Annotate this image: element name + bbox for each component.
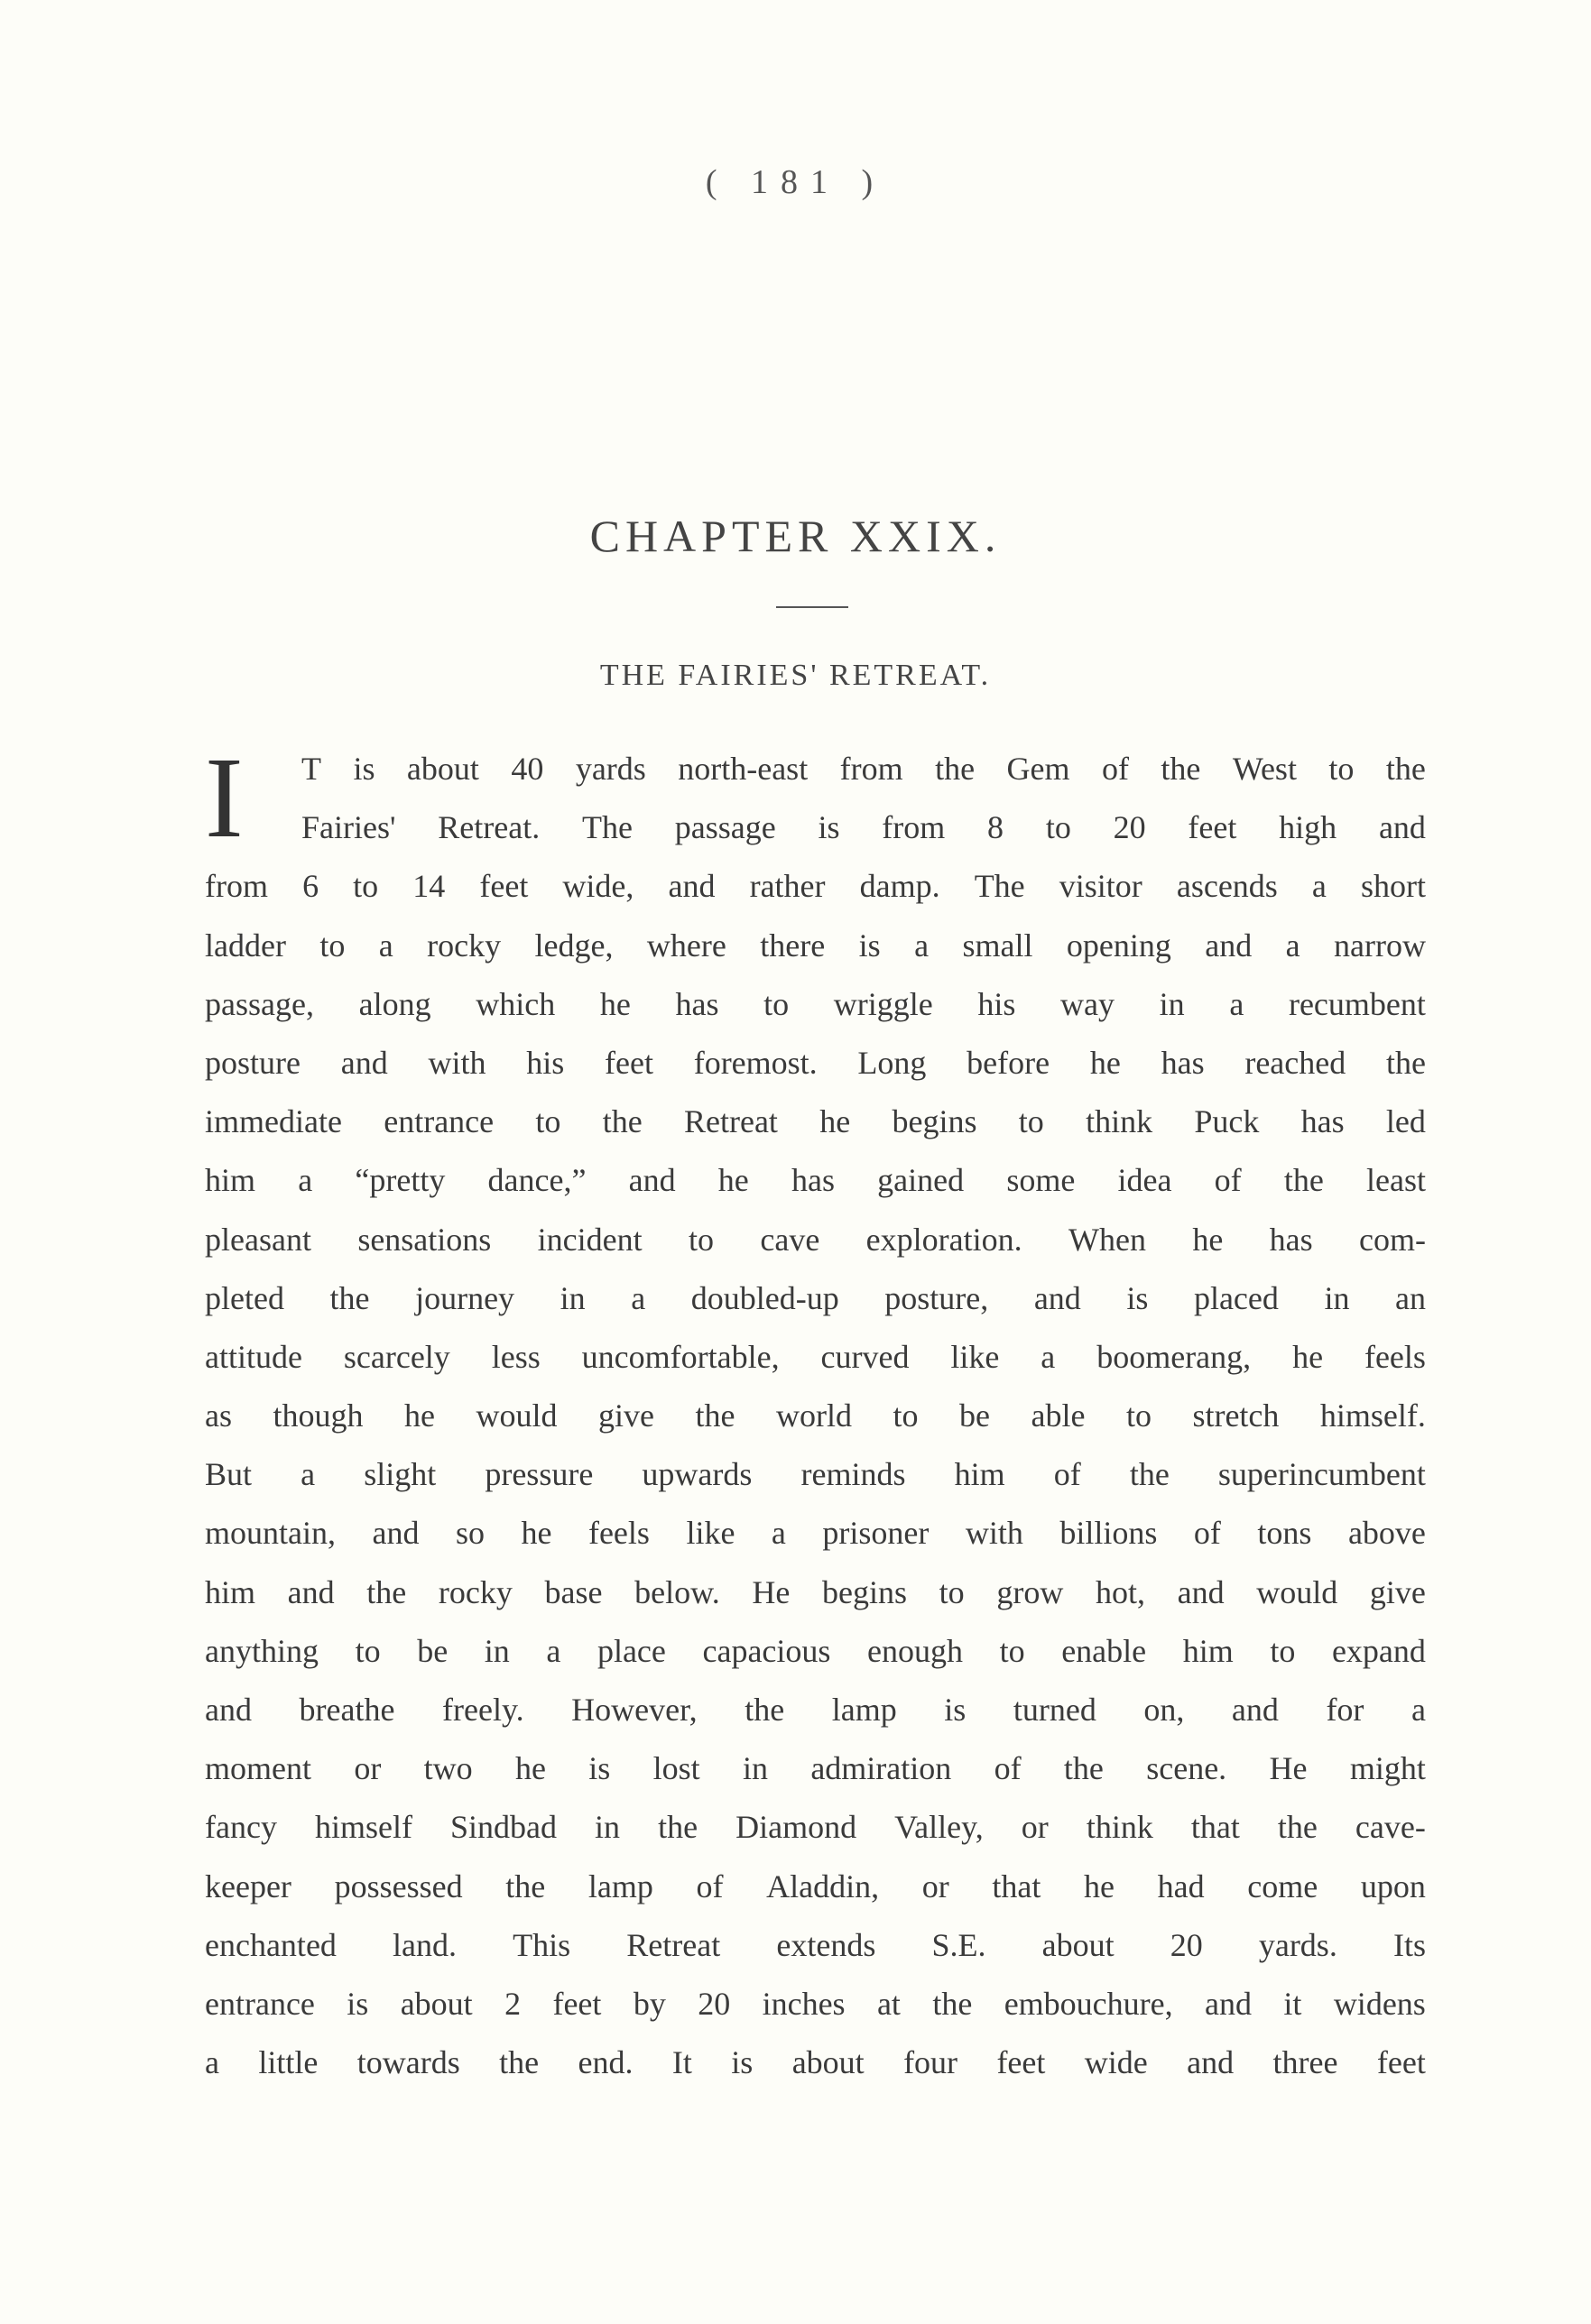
text-line: mountain, and so he feels like a prisoner with billions of tons above — [205, 1515, 1426, 1552]
text-line: and breathe freely. However, the lamp is turned on, and for a — [205, 1692, 1426, 1728]
page-number: ( 181 ) — [705, 163, 886, 201]
text-line: T is about 40 yards north-east from the Gem of the West to the — [301, 751, 1426, 787]
section-title: THE FAIRIES' RETREAT. — [599, 659, 992, 692]
text-line: keeper possessed the lamp of Aladdin, or that he had come upon — [205, 1868, 1426, 1904]
text-line: Fairies' Retreat. The passage is from 8 to 20 feet high and — [301, 809, 1426, 846]
text-line: immediate entrance to the Retreat he begins to think Puck has led — [205, 1103, 1426, 1140]
text-line: entrance is about 2 feet by 20 inches at the embouchure, and it widens — [205, 1985, 1426, 2022]
text-line: moment or two he is lost in admiration of the scene. He might — [205, 1750, 1426, 1787]
text-line: But a slight pressure upwards reminds him of the superincumbent — [205, 1456, 1426, 1493]
drop-cap: I — [205, 733, 244, 862]
text-line: ladder to a rocky ledge, where there is a small opening and a narrow — [205, 927, 1426, 964]
text-line: pleted the journey in a doubled-up posture, and is placed in an — [205, 1279, 1426, 1316]
text-line: anything to be in a place capacious enough to enable him to expand — [205, 1632, 1426, 1669]
text-line: pleasant sensations incident to cave exploration. When he has com- — [205, 1221, 1426, 1258]
text-line: enchanted land. This Retreat extends S.E. about 20 yards. Its — [205, 1926, 1426, 1963]
body-text — [205, 733, 1426, 2092]
text-line: from 6 to 14 feet wide, and rather damp. The visitor ascends a short — [205, 868, 1426, 905]
text-line: posture and with his feet foremost. Long before he has reached the — [205, 1044, 1426, 1081]
text-line: a little towards the end. It is about four feet wide and three feet — [205, 2044, 1426, 2081]
text-line: fancy himself Sindbad in the Diamond Valley, or think that the cave- — [205, 1809, 1426, 1846]
chapter-title: CHAPTER XXIX. — [589, 511, 1002, 561]
text-line: him and the rocky base below. He begins to grow hot, and would give — [205, 1573, 1426, 1610]
title-rule — [776, 606, 848, 608]
text-line: as though he would give the world to be able to stretch himself. — [205, 1397, 1426, 1434]
text-line: attitude scarcely less uncomfortable, curved like a boomerang, he feels — [205, 1338, 1426, 1375]
text-line: passage, along which he has to wriggle his way in a recumbent — [205, 985, 1426, 1022]
text-line: him a “pretty dance,” and he has gained some idea of the least — [205, 1162, 1426, 1199]
